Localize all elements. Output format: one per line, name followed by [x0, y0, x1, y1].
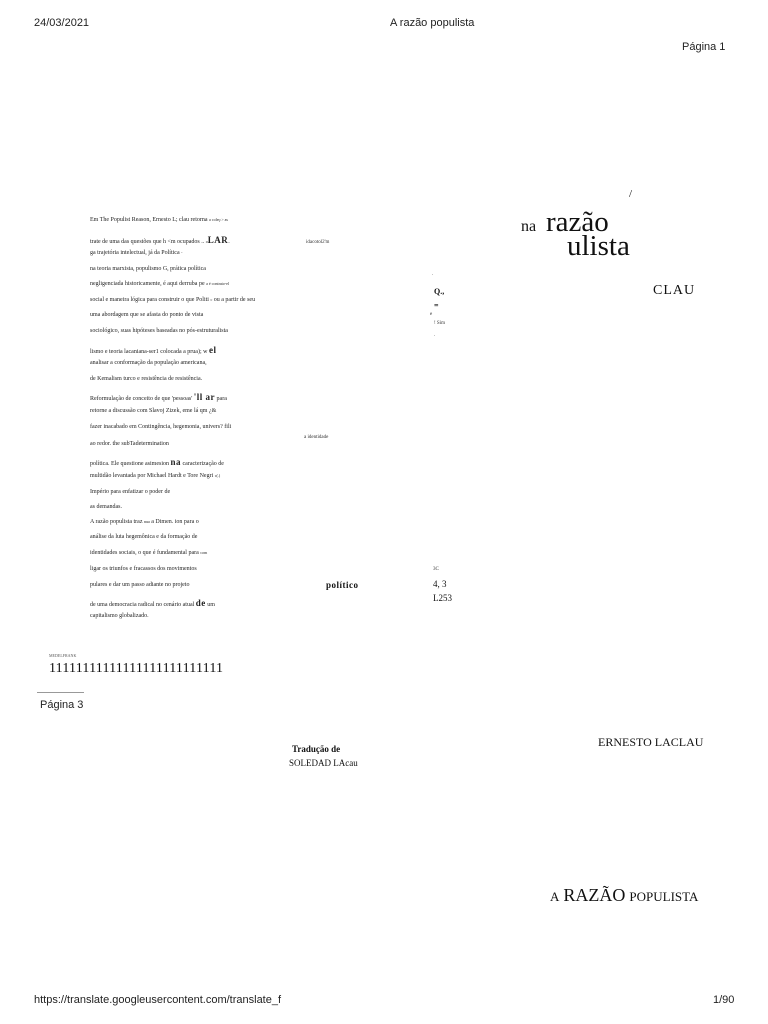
- print-url[interactable]: https://translate.googleusercontent.com/translate_f: [34, 994, 282, 1006]
- body-line-bold: LAR: [207, 235, 229, 245]
- body-line-pre: as demandas.: [90, 504, 122, 510]
- cover-title-line2: ulista: [567, 230, 630, 262]
- print-date: 24/03/2021: [34, 17, 90, 29]
- body-line: [90, 235, 230, 245]
- body-line-small: a é contrato-el: [206, 281, 229, 286]
- body-line: [90, 408, 216, 414]
- body-line: [90, 519, 199, 525]
- page-separator: [37, 692, 84, 693]
- fragment-e: e: [430, 312, 433, 317]
- body-line: [90, 424, 231, 430]
- cover-title-big: razão: [546, 206, 609, 238]
- body-line-pre: política. Ele questione asimesion: [90, 461, 171, 467]
- body-line-pre: ao redor. the subTadetermination: [90, 441, 169, 447]
- body-line-small: c(.): [214, 473, 221, 478]
- body-line: [90, 441, 169, 447]
- body-line-pre: ga trajetória intelectual, já da Política: [90, 250, 182, 256]
- body-line: [90, 376, 202, 382]
- body-line-pre: retorne a discussão com Slavoj Zizek, eme lá qm ¿&: [90, 408, 217, 414]
- bottom-right-code-2: 4, 3: [433, 579, 447, 589]
- body-line-bold: 'll ar: [193, 392, 216, 402]
- body-line-small: c: [210, 297, 213, 302]
- body-line: [90, 266, 206, 272]
- body-line-pre: negligenciada historicamente, é aqui derruba pe: [90, 281, 207, 287]
- cover-title-small: na: [521, 218, 537, 235]
- bottom-right-code-1: 3C: [433, 567, 439, 572]
- body-line: [90, 504, 122, 510]
- body-line: [90, 281, 229, 287]
- body-line-post: a Dimen. ion para o: [149, 519, 199, 525]
- body-line: [90, 582, 189, 588]
- page-label-1: Página 1: [682, 41, 726, 53]
- body-line-pre: Império para enfatizar o poder de: [90, 489, 171, 495]
- fragment-equals: =: [434, 301, 439, 310]
- body-line-pre: trate de uma das questões que h <m ocupados ..: [90, 239, 206, 245]
- body-line-post: um: [205, 602, 215, 608]
- body-line-pre: identidades sociais, o que é fundamental para: [90, 550, 201, 556]
- body-line: [90, 566, 197, 572]
- body-line-pre: A razão populista traz: [90, 519, 144, 525]
- fragment-q: Q.,: [434, 287, 445, 296]
- body-line: [90, 550, 207, 556]
- cover-author: CLAU: [653, 283, 696, 298]
- body-line: [90, 598, 215, 608]
- body-line-pre: capitalismo globalizado.: [90, 613, 149, 619]
- p3-author: ERNESTO LACLAU: [598, 735, 704, 749]
- body-line-pre: na teoria marxista, populismo G, prática política: [90, 266, 206, 272]
- body-line: [90, 613, 149, 619]
- body-line-post: para: [215, 396, 227, 402]
- body-line-small: com: [200, 550, 208, 555]
- body-line-pre: social e maneira lógica para construir o que Politi: [90, 297, 211, 303]
- body-line-pre: de uma democracia radical no cenário atual: [90, 602, 196, 608]
- body-line-bold: de: [195, 598, 206, 608]
- body-line-bold: na: [170, 457, 181, 467]
- body-line-pre: de Kemalism turco e resistência de resistência.: [90, 376, 203, 382]
- body-line-pre: Em The Populist Reason, Ernesto L; clau retorna: [90, 217, 210, 223]
- print-page-count: 1/90: [713, 994, 735, 1006]
- body-line-pre: fazer inacabado em Contingência, hegemonia, univers? fili: [90, 424, 232, 430]
- body-line-small: nua: [143, 519, 150, 524]
- body-line: [90, 345, 216, 355]
- barcode-digits: 11111111111111111111111111: [49, 661, 224, 676]
- body-line-small: a coleç:> as: [209, 217, 228, 222]
- page-label-3: Página 3: [40, 699, 84, 711]
- body-line: [90, 297, 255, 303]
- body-line-small: -: [181, 250, 183, 255]
- body-line: [90, 473, 220, 479]
- fragment-dot: .: [432, 272, 434, 277]
- body-line-post: .: [228, 239, 230, 245]
- cover-mark: /: [629, 188, 633, 200]
- body-line-pre: análise da luta hegemônica e da formação de: [90, 534, 198, 540]
- body-line-small: o: [205, 239, 208, 244]
- body-line-pre: pulares e dar um passo adiante no projeto: [90, 582, 190, 588]
- body-line-pre: sociológico, suas hipóteses baseadas no pós-estruturalista: [90, 328, 228, 334]
- body-line-post: ou a partir de seu: [212, 297, 256, 303]
- p3-book-title: [550, 885, 698, 906]
- body-line: [90, 457, 224, 467]
- body-line-pre: ligar os triunfos e fracassos dos movimentos: [90, 566, 197, 572]
- body-line-pre: Reformulação de conceito de que 'pessoas': [90, 396, 194, 402]
- bottom-left-word: político: [326, 580, 359, 590]
- body-line: [90, 392, 227, 402]
- body-line: [90, 217, 228, 223]
- print-title: A razão populista: [390, 17, 475, 29]
- body-line: [90, 534, 197, 540]
- body-line-pre: lismo e teoria lacaniana-ser1 colocada a prua); w: [90, 349, 209, 355]
- p3-title-razao: RAZÃO: [563, 885, 626, 905]
- body-line-pre: analisar a conformação da população americana,: [90, 360, 207, 366]
- p3-translator: SOLEDAD LAcau: [289, 758, 358, 768]
- fragment-dot-2: .: [434, 333, 436, 338]
- body-line: [90, 312, 203, 318]
- body-line-bold: el: [208, 345, 217, 355]
- body-line-pre: uma abordagem que se afasta do ponto de vista: [90, 312, 204, 318]
- p3-title-a: A: [550, 889, 560, 904]
- barcode-caption: MEDELFRANK: [49, 653, 77, 658]
- body-line: [90, 360, 207, 366]
- body-line: [90, 489, 170, 495]
- side-note: idacotol2'm: [306, 240, 330, 245]
- p3-translation-label: Tradução de: [292, 744, 341, 754]
- body-line-pre: multidão levantada por Michael Hardt e Tore Negri: [90, 473, 215, 479]
- body-line-post: caracterização de: [181, 461, 224, 467]
- side-note-2: a identidade: [304, 435, 329, 440]
- p3-title-populista: POPULISTA: [629, 889, 699, 904]
- bottom-right-code-3: L253: [433, 593, 452, 603]
- body-line: [90, 328, 228, 334]
- body-line: [90, 250, 182, 256]
- fragment-sim: ! Sim: [434, 321, 445, 326]
